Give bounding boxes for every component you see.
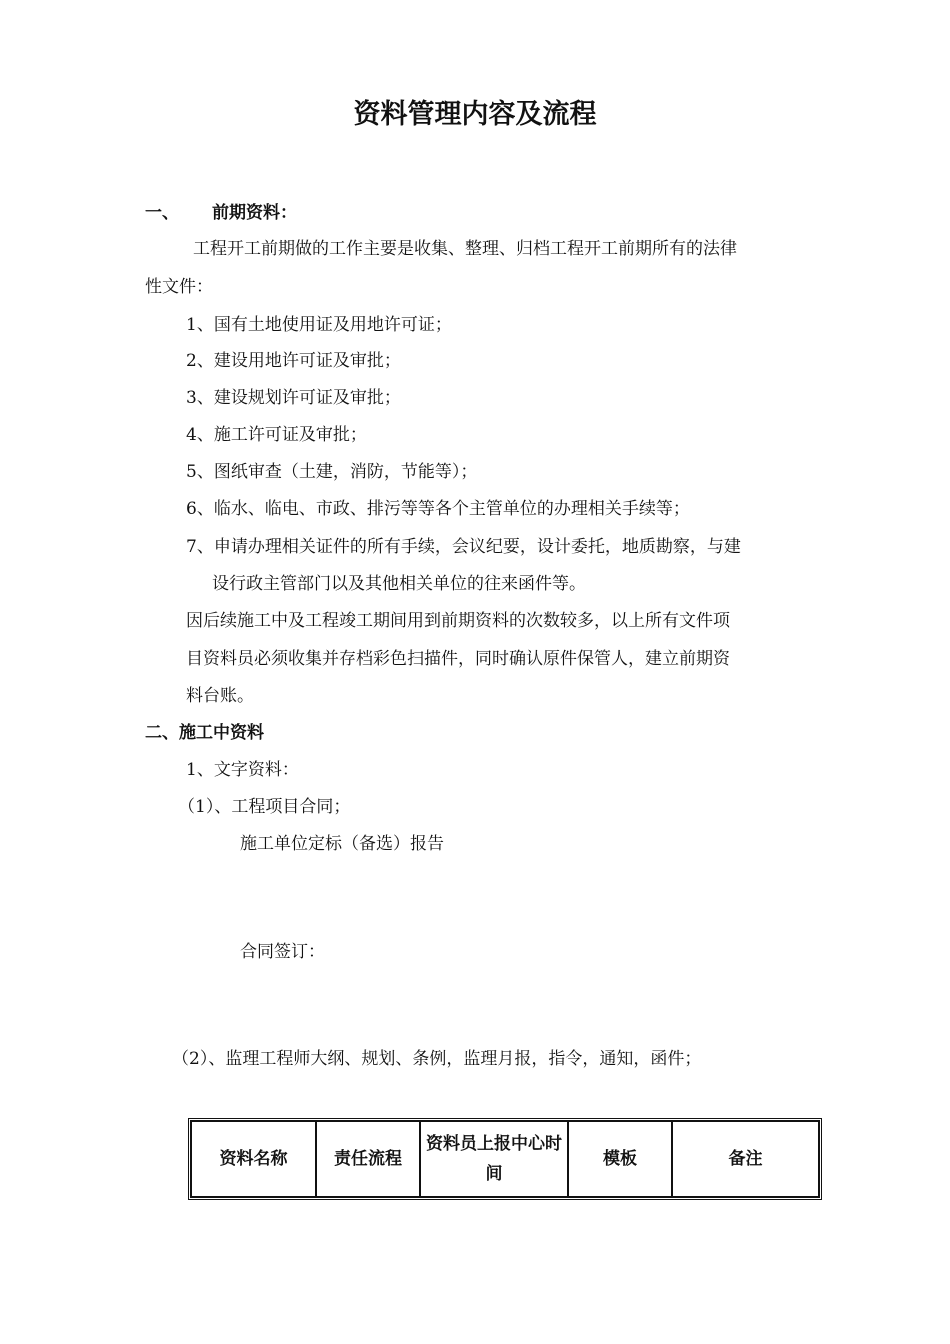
page-title: 资料管理内容及流程	[353, 99, 597, 130]
table-header-cell: 资料员上报中心时间	[420, 1121, 568, 1197]
section2-heading: 二、施工中资料	[145, 723, 264, 743]
list-item: 6、临水、临电、市政、排污等等各个主管单位的办理相关手续等；	[186, 499, 690, 519]
list-item: 5、图纸审查（土建，消防，节能等）；	[186, 462, 478, 482]
section1-heading: 前期资料：	[212, 203, 297, 223]
section2-item2: （2）、监理工程师大纲、规划、条例，监理月报，指令，通知，函件；	[172, 1049, 702, 1069]
list-item: 4、施工许可证及审批；	[186, 425, 367, 445]
section1-note-line: 因后续施工中及工程竣工期间用到前期资料的次数较多，以上所有文件项	[186, 611, 730, 631]
table-header-row	[191, 1121, 819, 1197]
list-item: 3、建设规划许可证及审批；	[186, 388, 401, 408]
list-item: 7、申请办理相关证件的所有手续，会议纪要，设计委托，地质勘察，与建	[186, 537, 741, 557]
table-header-cell: 备注	[672, 1121, 819, 1197]
section2-item1-a: 施工单位定标（备选）报告	[240, 834, 444, 854]
section1-note-line: 料台账。	[186, 686, 254, 706]
list-item: 2、建设用地许可证及审批；	[186, 351, 401, 371]
table-header-cell: 责任流程	[316, 1121, 420, 1197]
section2-sub1: 1、文字资料：	[186, 760, 299, 780]
section1-note-line: 目资料员必须收集并存档彩色扫描件，同时确认原件保管人，建立前期资	[186, 649, 730, 669]
section2-item1: （1）、工程项目合同；	[178, 797, 351, 817]
section1-intro-line2: 性文件：	[145, 277, 213, 297]
list-item: 1、国有土地使用证及用地许可证；	[186, 315, 452, 335]
table-header-cell: 资料名称	[191, 1121, 316, 1197]
list-item-continuation: 设行政主管部门以及其他相关单位的往来函件等。	[212, 574, 586, 594]
data-table	[188, 1118, 822, 1200]
section2-item1-b: 合同签订：	[240, 942, 325, 962]
section1-number: 一、	[145, 203, 179, 223]
table-header-cell: 模板	[568, 1121, 672, 1197]
section1-intro-line1: 工程开工前期做的工作主要是收集、整理、归档工程开工前期所有的法律	[193, 239, 737, 259]
